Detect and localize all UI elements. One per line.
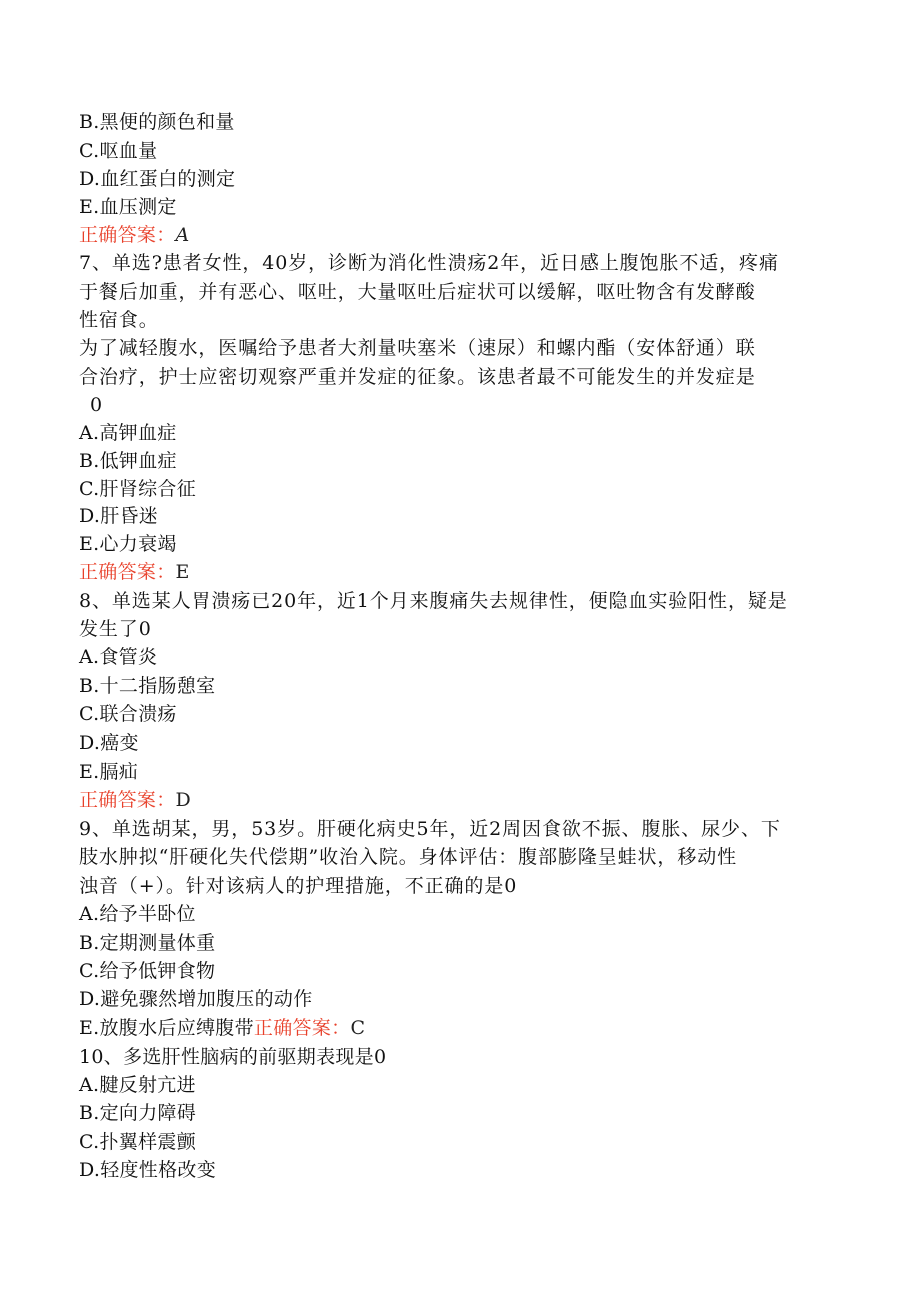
q10-option-a: A.腱反射亢进	[79, 1074, 196, 1096]
q10-option-c: C.扑翼样震颤	[79, 1131, 197, 1153]
q7-option-a: A.高钾血症	[79, 422, 177, 444]
q8-stem-line-1: 8、单选某人胃溃疡已20年，近1个月来腹痛失去规律性，便隐血实验阳性，疑是	[79, 590, 788, 612]
q8-answer	[79, 786, 191, 814]
q9-option-e-with-answer	[79, 1014, 365, 1042]
q8-stem-line-2: 发生了0	[79, 618, 152, 640]
q9-option-a: A.给予半卧位	[79, 903, 196, 925]
q9-stem-line-3: 浊音（+）。针对该病人的护理措施，不正确的是0	[79, 875, 518, 897]
q7-option-c: C.肝肾综合征	[79, 478, 197, 500]
q8-option-e: E.膈疝	[79, 761, 139, 783]
answer-label: 正确答案：	[79, 224, 176, 246]
q9-stem-line-2: 肢水肿拟“肝硬化失代偿期”收治入院。身体评估：腹部膨隆呈蛙状，移动性	[79, 846, 738, 868]
answer-value: E	[175, 561, 190, 583]
q7-stem-line-5: 合治疗，护士应密切观察严重并发症的征象。该患者最不可能发生的并发症是	[79, 366, 756, 388]
answer-label: 正确答案：	[79, 789, 176, 811]
q6-option-d: D.血红蛋白的测定	[79, 168, 236, 190]
answer-value: A	[175, 224, 190, 246]
answer-value: D	[175, 789, 192, 811]
q7-stem-line-4: 为了减轻腹水，医嘱给予患者大剂量呋塞米（速尿）和螺内酯（安体舒通）联	[79, 337, 756, 359]
q8-option-d: D.癌变	[79, 732, 139, 754]
q9-stem-line-1: 9、单选胡某，男，53岁。肝硬化病史5年，近2周因食欲不振、腹胀、尿少、下	[79, 818, 781, 840]
q7-stem-line-6: 0	[90, 394, 103, 416]
q7-stem-line-3: 性宿食。	[79, 309, 159, 331]
q7-option-d: D.肝昏迷	[79, 505, 159, 527]
q7-answer	[79, 558, 190, 586]
q7-stem-line-1: 7、单选?患者女性，40岁，诊断为消化性溃疡2年，近日感上腹饱胀不适，疼痛	[79, 252, 779, 274]
q9-option-d: D.避免骤然增加腹压的动作	[79, 988, 313, 1010]
q10-stem-line-1: 10、多选肝性脑病的前驱期表现是0	[79, 1046, 387, 1068]
q7-stem-line-2: 于餐后加重，并有恶心、呕吐，大量呕吐后症状可以缓解，呕吐物含有发酵酸	[79, 281, 756, 303]
answer-value: C	[350, 1017, 366, 1039]
q8-option-b: B.十二指肠憩室	[79, 675, 216, 697]
q10-option-d: D.轻度性格改变	[79, 1159, 216, 1181]
q10-option-b: B.定向力障碍	[79, 1102, 197, 1124]
q9-option-e: E.放腹水后应缚腹带	[79, 1017, 254, 1039]
q6-answer	[79, 221, 190, 249]
q7-option-b: B.低钾血症	[79, 450, 177, 472]
q6-option-e: E.血压测定	[79, 196, 177, 218]
q9-option-b: B.定期测量体重	[79, 932, 216, 954]
answer-label: 正确答案：	[79, 561, 176, 583]
q8-option-c: C.联合溃疡	[79, 703, 177, 725]
q8-option-a: A.食管炎	[79, 646, 158, 668]
q6-option-c: C.呕血量	[79, 140, 158, 162]
answer-label: 正确答案：	[253, 1017, 351, 1039]
q7-option-e: E.心力衰竭	[79, 533, 177, 555]
q9-option-c: C.给予低钾食物	[79, 960, 216, 982]
q6-option-b: B.黑便的颜色和量	[79, 111, 235, 133]
